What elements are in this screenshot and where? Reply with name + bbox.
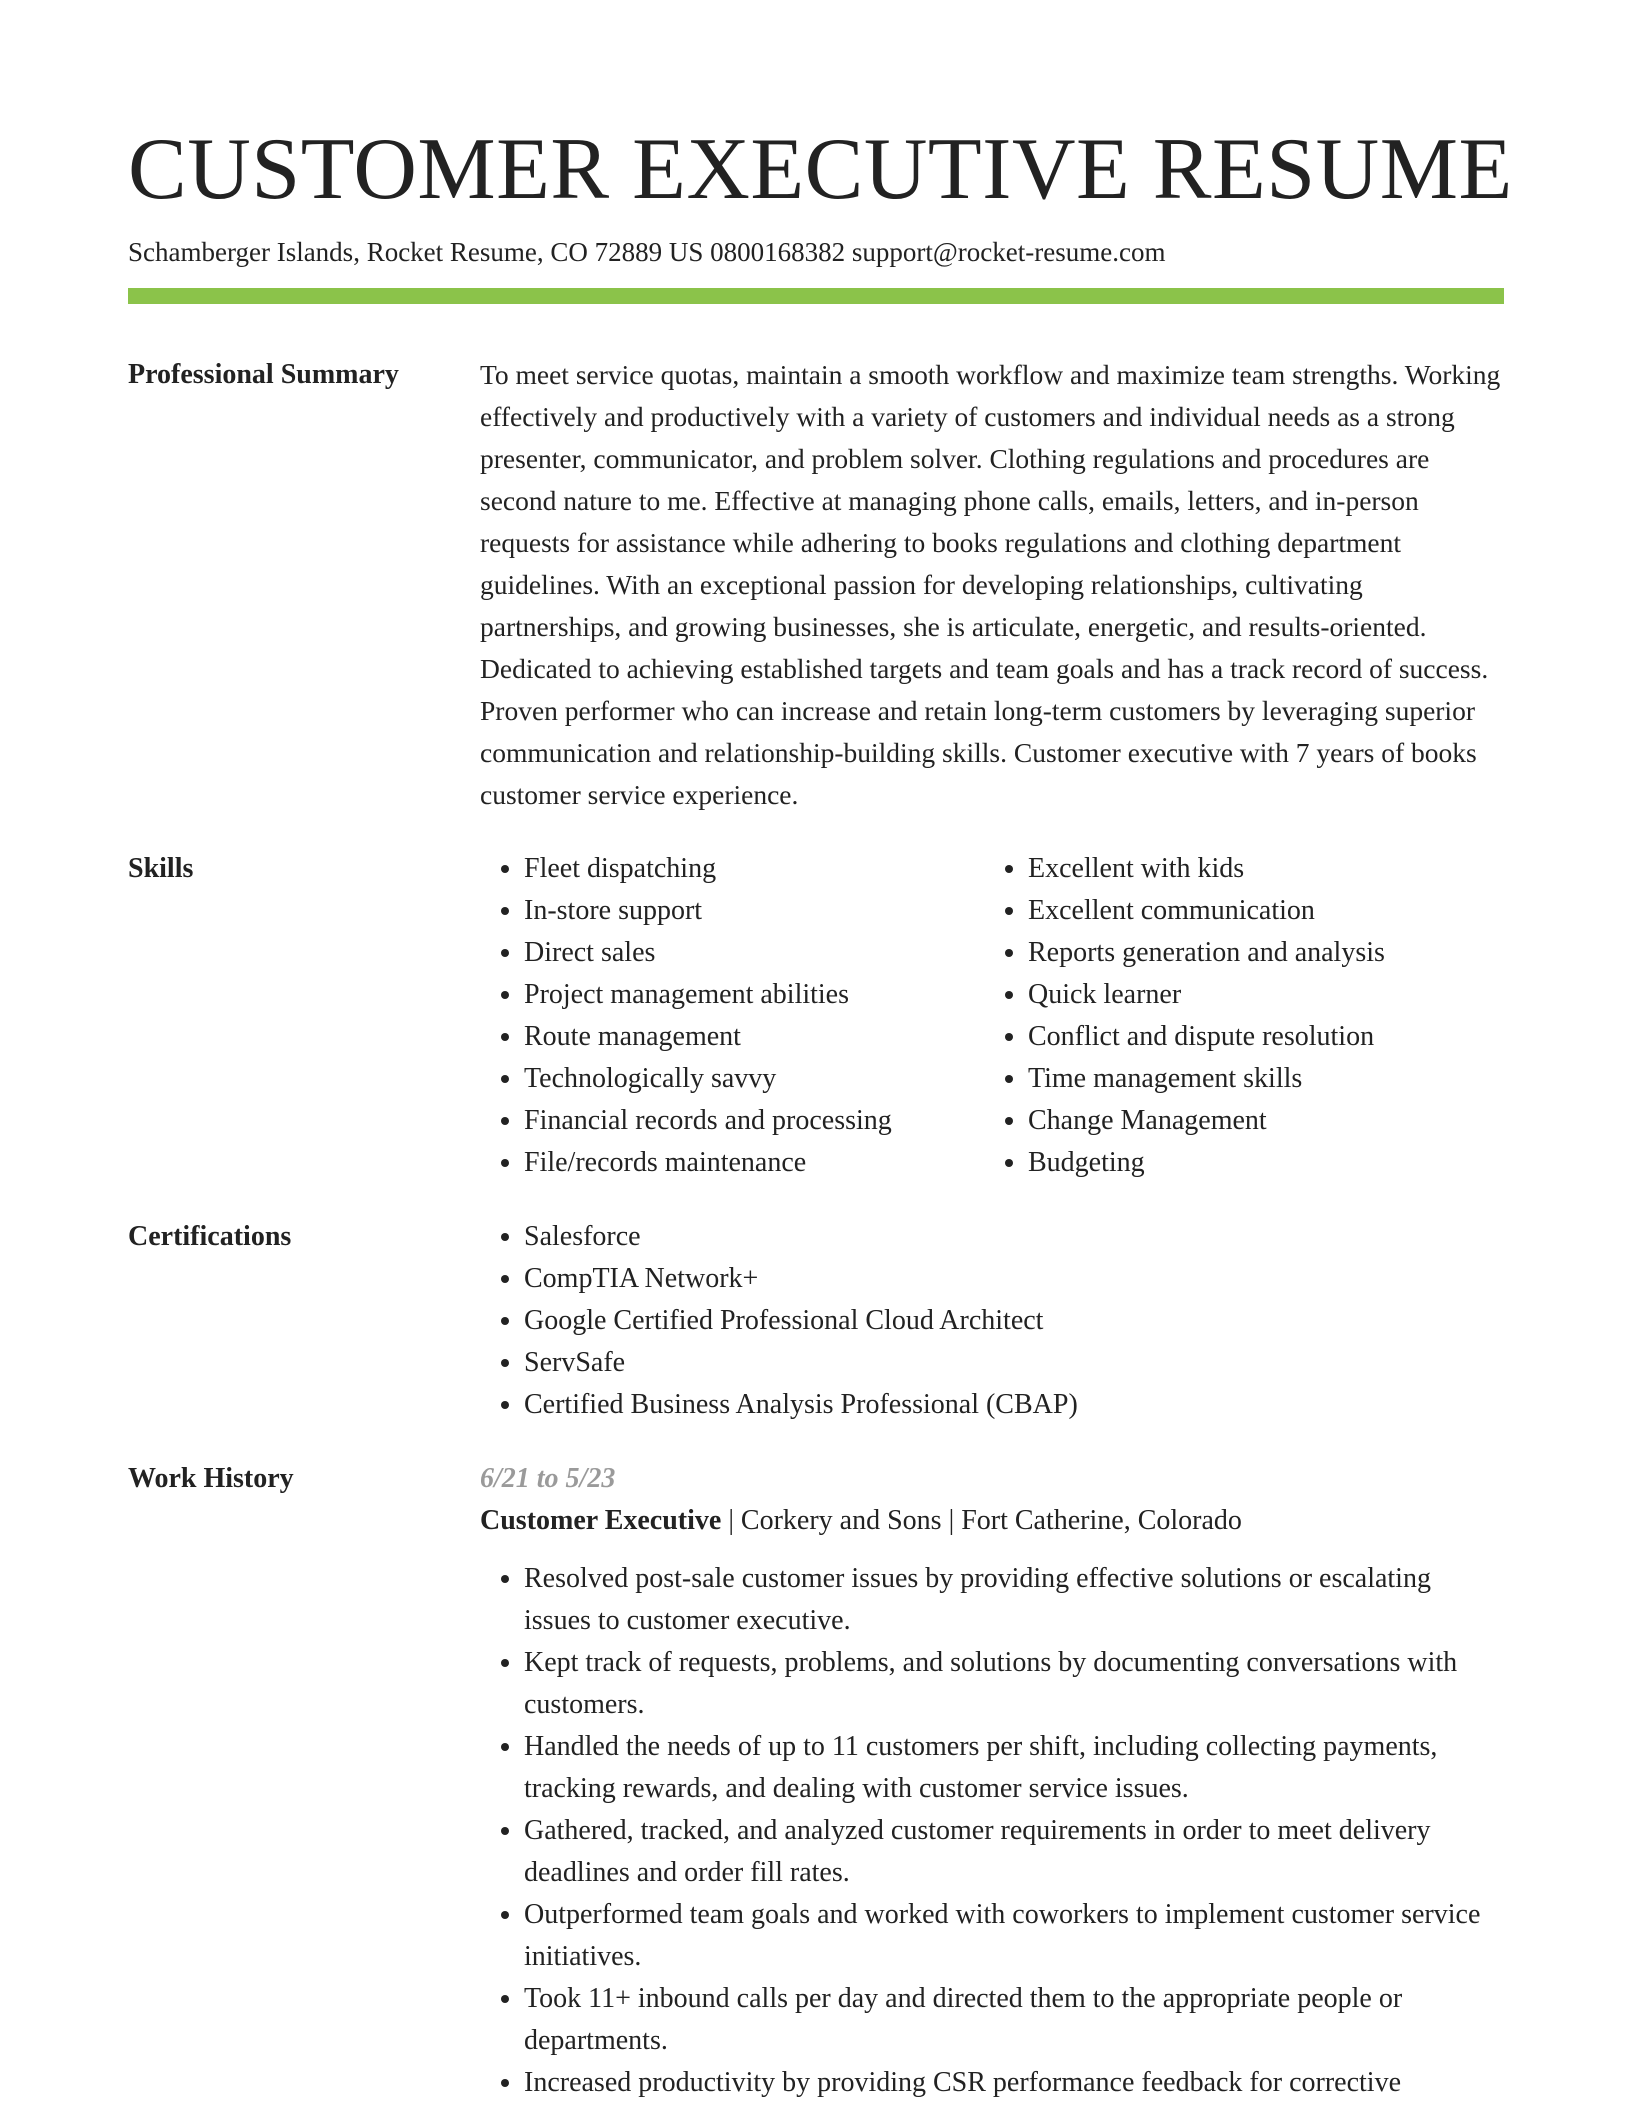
list-item: • Kept track of requests, problems, and solutions by documenting conversations with customers. (524, 1642, 1504, 1726)
section-label-certifications: Certifications (128, 1221, 292, 1252)
skills-list-right (984, 848, 1488, 1184)
list-item: • Outperformed team goals and worked with coworkers to implement customer service initiatives. (524, 1894, 1504, 1978)
skills-section (128, 848, 1504, 1184)
certifications-list (480, 1216, 1504, 1426)
list-item: • Project management abilities (524, 974, 984, 1016)
list-item: • Budgeting (1028, 1142, 1488, 1184)
contact-info: Schamberger Islands, Rocket Resume, CO 72889 US 0800168382 support@rocket-resume.com (128, 237, 1166, 267)
list-item: • Change Management (1028, 1100, 1488, 1142)
skills-column-left (480, 848, 984, 1184)
list-item: • Google Certified Professional Cloud Architect (524, 1300, 1504, 1342)
list-item: • Reports generation and analysis (1028, 932, 1488, 974)
list-item: • In-store support (524, 890, 984, 932)
list-item: • Fleet dispatching (524, 848, 984, 890)
job-title: Customer Executive (480, 1505, 722, 1536)
job-company-location: | Corkery and Sons | Fort Catherine, Colorado (721, 1505, 1242, 1536)
summary-text: To meet service quotas, maintain a smooth workflow and maximize team strengths. Working effectively and productively with a variety of customers and individual needs as a strong presenter, communicator, and problem solver. Clothing regulations and procedures are second nature to me. Effective at managing phone calls, emails, letters, and in-person requests for assistance while adhering to books regulations and clothing department guidelines. With an exceptional passion for developing relationships, cultivating partnerships, and growing businesses, she is articulate, energetic, and results-oriented. Dedicated to achieving established targets and team goals and has a track record of success. Proven performer who can increase and retain long-term customers by leveraging superior communication and relationship-building skills. Customer executive with 7 years of books customer service experience. (480, 359, 1501, 810)
certifications-section (128, 1216, 1504, 1426)
accent-divider (128, 288, 1504, 304)
list-item: • Excellent communication (1028, 890, 1488, 932)
section-label-summary: Professional Summary (128, 359, 399, 390)
list-item: • Took 11+ inbound calls per day and directed them to the appropriate people or departments. (524, 1978, 1504, 2062)
list-item: • Handled the needs of up to 11 customers per shift, including collecting payments, tracking rewards, and dealing with customer service issues. (524, 1726, 1504, 1810)
skills-list-left (480, 848, 984, 1184)
summary-body (480, 354, 1504, 816)
skills-column-right (984, 848, 1488, 1184)
list-item: • ServSafe (524, 1342, 1504, 1384)
certifications-body (480, 1216, 1504, 1426)
list-item: • Excellent with kids (1028, 848, 1488, 890)
list-item: • Direct sales (524, 932, 984, 974)
list-item: • Route management (524, 1016, 984, 1058)
section-label-skills: Skills (128, 853, 194, 884)
job-dates: 6/21 to 5/23 (480, 1463, 616, 1494)
list-item: • Technologically savvy (524, 1058, 984, 1100)
list-item: • Resolved post-sale customer issues by providing effective solutions or escalating issues to customer executive. (524, 1558, 1504, 1642)
list-item: • Quick learner (1028, 974, 1488, 1016)
skills-columns (480, 848, 1504, 1184)
job-heading (480, 1500, 1504, 1542)
list-item: • Certified Business Analysis Professional (CBAP) (524, 1384, 1504, 1426)
list-item: • CompTIA Network+ (524, 1258, 1504, 1300)
resume-page (128, 118, 1513, 2104)
list-item: • File/records maintenance (524, 1142, 984, 1184)
list-item: • Conflict and dispute resolution (1028, 1016, 1488, 1058)
list-item: • Salesforce (524, 1216, 1504, 1258)
list-item: • Increased productivity by providing CSR performance feedback for corrective (524, 2062, 1504, 2104)
list-item: • Gathered, tracked, and analyzed customer requirements in order to meet delivery deadlines and order fill rates. (524, 1810, 1504, 1894)
resume-title: CUSTOMER EXECUTIVE RESUME (128, 121, 1513, 218)
list-item: • Financial records and processing (524, 1100, 984, 1142)
job-bullets (480, 1558, 1504, 2104)
section-label-work-history: Work History (128, 1463, 294, 1494)
work-history-section (128, 1458, 1504, 2104)
list-item: • Time management skills (1028, 1058, 1488, 1100)
professional-summary-section (128, 354, 1504, 816)
work-history-body (480, 1458, 1504, 2104)
